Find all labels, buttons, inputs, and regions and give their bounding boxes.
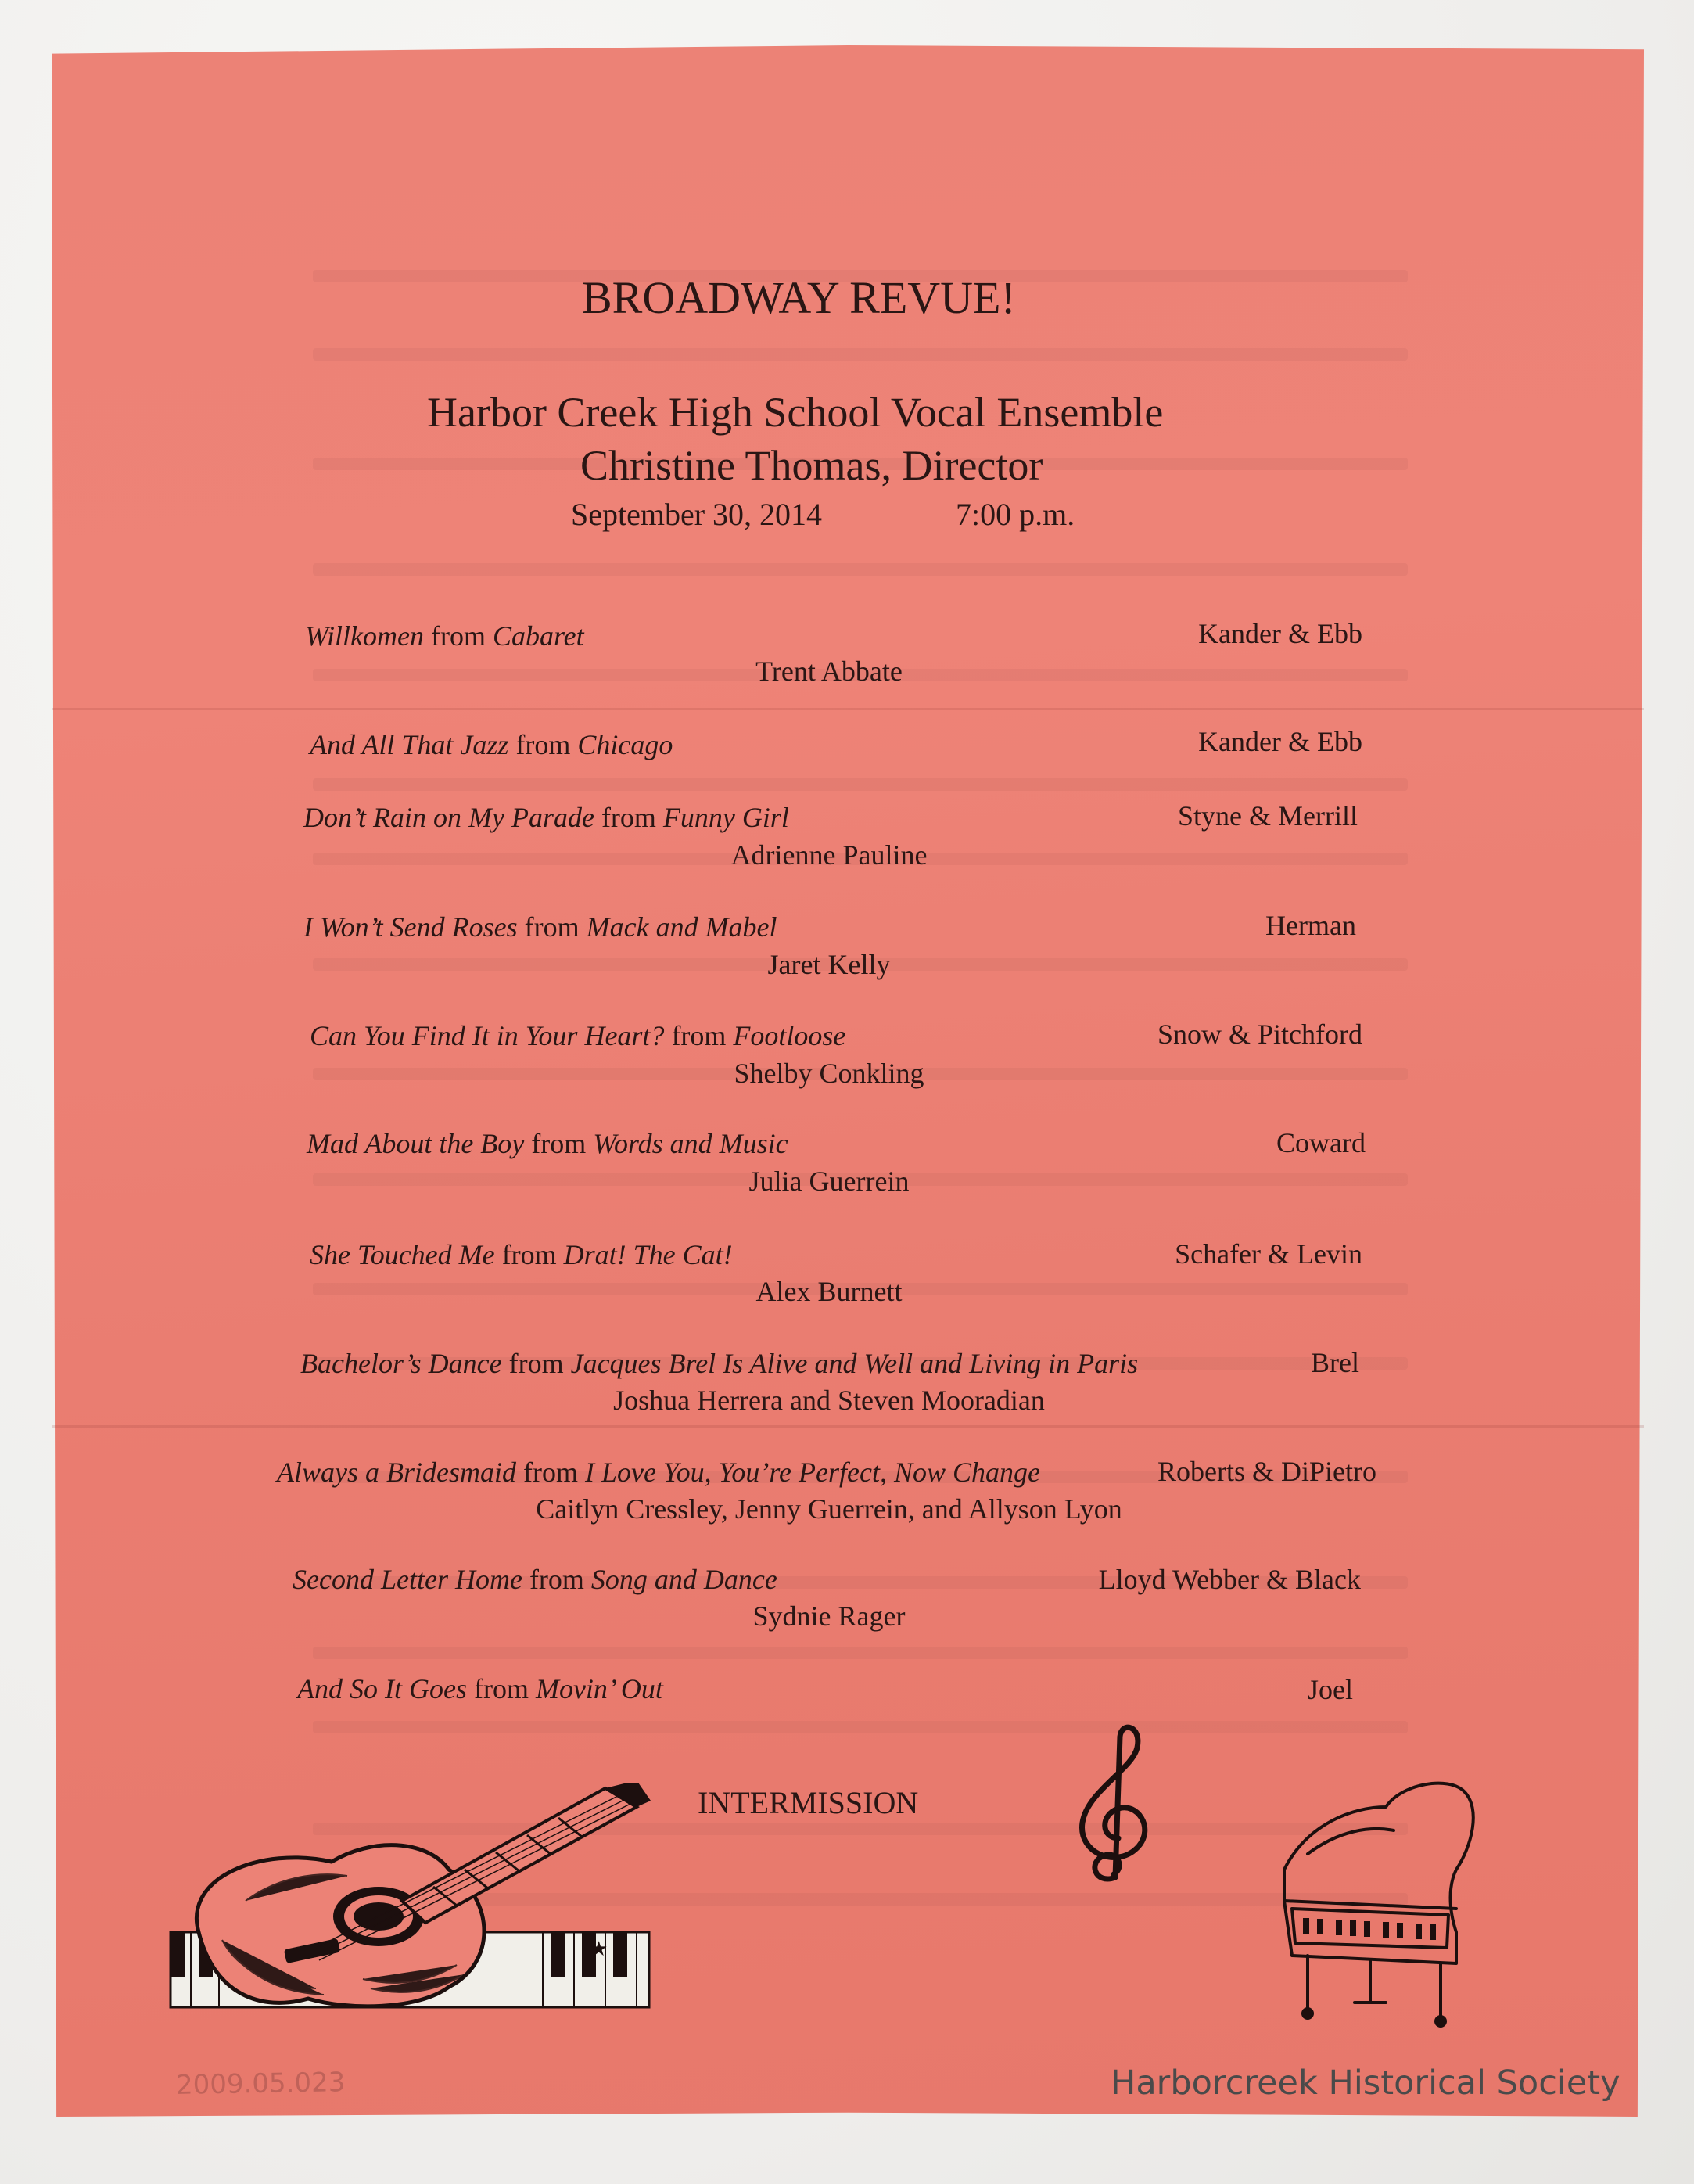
song-title: Second Letter Home (293, 1564, 522, 1595)
guitar-icon (167, 1783, 652, 2018)
song-row (277, 1458, 1040, 1486)
from-word: from (508, 1348, 564, 1379)
performer: Trent Abbate (755, 656, 903, 687)
show-title: Footloose (733, 1020, 846, 1051)
song-title: Bachelor’s Dance (300, 1348, 502, 1379)
song-title: Don’t Rain on My Parade (303, 802, 594, 833)
composer: Joel (1308, 1674, 1353, 1705)
performer: Adrienne Pauline (730, 839, 928, 871)
show-title: Cabaret (492, 620, 584, 652)
grand-piano-icon (1261, 1776, 1495, 2042)
song-row (297, 1675, 663, 1703)
performer: Joshua Herrera and Steven Mooradian (613, 1385, 1045, 1416)
treble-clef-icon (1064, 1721, 1165, 1893)
song-row (300, 1349, 1138, 1378)
show-title: Movin’ Out (535, 1673, 663, 1704)
song-row (303, 803, 789, 832)
director-name: Christine Thomas, Director (580, 442, 1043, 489)
performer: Shelby Conkling (734, 1058, 924, 1089)
from-word: from (430, 620, 486, 652)
intermission-label: INTERMISSION (698, 1785, 919, 1820)
composer: Schafer & Levin (1175, 1238, 1362, 1270)
watermark-text: Harborcreek Historical Society (1111, 2064, 1620, 2103)
song-title: Mad About the Boy (307, 1128, 525, 1159)
show-title: Song and Dance (590, 1564, 777, 1595)
composer: Kander & Ebb (1198, 726, 1362, 757)
concert-date: September 30, 2014 (571, 497, 823, 532)
from-word: from (522, 1457, 578, 1488)
archive-number: 2009.05.023 (175, 2067, 346, 2101)
song-title: She Touched Me (310, 1239, 495, 1270)
composer: Snow & Pitchford (1157, 1018, 1362, 1050)
song-row (310, 731, 673, 759)
composer: Styne & Merrill (1178, 800, 1358, 832)
composer: Lloyd Webber & Black (1098, 1564, 1361, 1595)
show-title: Jacques Brel Is Alive and Well and Living in Paris (570, 1348, 1139, 1379)
song-row (303, 913, 777, 941)
performer: Sydnie Rager (752, 1600, 906, 1632)
performer: Julia Guerrein (748, 1166, 910, 1197)
song-row (310, 1241, 733, 1269)
song-title: And So It Goes (297, 1673, 467, 1704)
performer: Caitlyn Cressley, Jenny Guerrein, and Allyson Lyon (536, 1493, 1122, 1525)
song-title: Always a Bridesmaid (277, 1457, 516, 1488)
from-word: from (531, 1128, 587, 1159)
from-word: from (473, 1673, 529, 1704)
program-title: BROADWAY REVUE! (582, 272, 1016, 323)
show-title: Chicago (577, 729, 673, 760)
performer: Jaret Kelly (767, 949, 891, 980)
from-word: from (601, 802, 656, 833)
composer: Coward (1276, 1127, 1366, 1158)
composer: Roberts & DiPietro (1157, 1456, 1376, 1487)
show-title: Drat! The Cat! (563, 1239, 733, 1270)
performer: Alex Burnett (755, 1276, 903, 1307)
show-title: Words and Music (593, 1128, 788, 1159)
song-title: I Won’t Send Roses (303, 911, 518, 943)
from-word: from (524, 911, 580, 943)
from-word: from (515, 729, 571, 760)
song-title: Willkomen (305, 620, 424, 652)
song-row (305, 622, 584, 650)
song-title: Can You Find It in Your Heart? (310, 1020, 665, 1051)
song-row (310, 1022, 845, 1050)
composer: Herman (1265, 910, 1356, 941)
ensemble-name: Harbor Creek High School Vocal Ensemble (427, 389, 1164, 436)
song-row (293, 1565, 777, 1593)
from-word: from (501, 1239, 557, 1270)
show-title: Mack and Mabel (586, 911, 777, 943)
composer: Kander & Ebb (1198, 618, 1362, 649)
from-word: from (671, 1020, 727, 1051)
concert-time: 7:00 p.m. (956, 497, 1075, 532)
show-title: I Love You, You’re Perfect, Now Change (584, 1457, 1040, 1488)
composer: Brel (1311, 1347, 1359, 1378)
from-word: from (529, 1564, 584, 1595)
song-row (307, 1130, 788, 1158)
svg-text:★: ★ (590, 1938, 608, 1960)
song-title: And All That Jazz (310, 729, 509, 760)
show-title: Funny Girl (662, 802, 789, 833)
